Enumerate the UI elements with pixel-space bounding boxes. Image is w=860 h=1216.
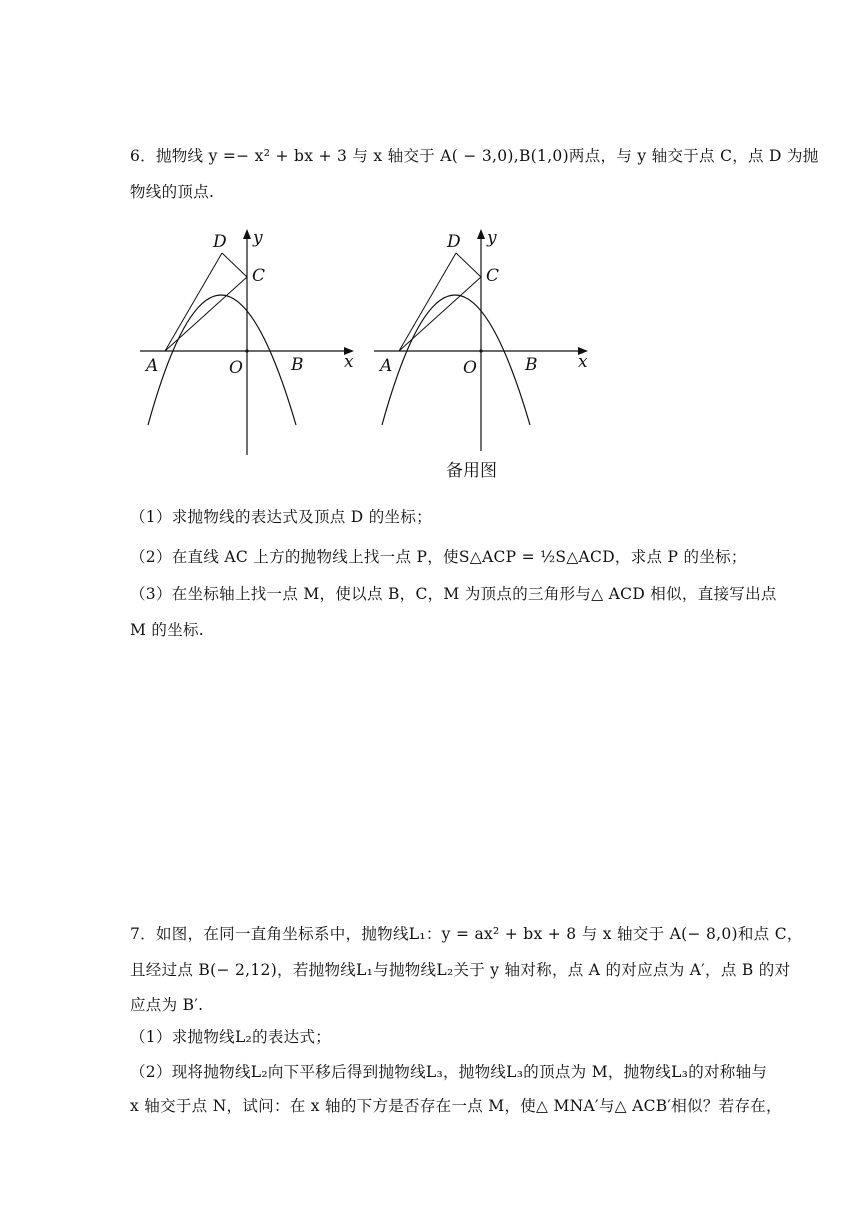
segment-AC xyxy=(399,277,481,351)
label-O: O xyxy=(463,358,477,378)
label-x: x xyxy=(578,352,588,372)
label-y: y xyxy=(253,228,263,248)
q7-sub-2a: （2）现将抛物线L₂向下平移后得到抛物线L₃，抛物线L₃的顶点为 M，抛物线L₃的对称轴与 xyxy=(130,1063,768,1081)
segment-AD xyxy=(399,253,456,351)
figure-caption: 备用图 xyxy=(446,461,497,481)
label-B: B xyxy=(525,355,538,375)
q7-sub-2b: x 轴交于点 N，试问：在 x 轴的下方是否存在一点 M，使△ MNA′与△ ACB′相似？若存在， xyxy=(130,1097,782,1115)
label-O: O xyxy=(229,358,243,378)
label-C: C xyxy=(252,266,266,286)
label-D: D xyxy=(213,232,227,252)
label-B: B xyxy=(291,355,304,375)
q6-line-1: 6．抛物线 y =− x² + bx + 3 与 x 轴交于 A( − 3,0),B(1,0)两点，与 y 轴交于点 C，点 D 为抛 xyxy=(130,147,819,165)
label-x: x xyxy=(344,352,354,372)
parabola-figure-main xyxy=(140,225,370,465)
parabola-curve xyxy=(148,295,296,425)
label-A: A xyxy=(146,356,159,376)
label-D: D xyxy=(447,232,461,252)
segment-AD xyxy=(165,253,222,351)
label-C: C xyxy=(486,266,500,286)
parabola-curve xyxy=(382,295,530,425)
segment-DC xyxy=(456,253,481,277)
q7-line-2: 且经过点 B(− 2,12)，若抛物线L₁与抛物线L₂关于 y 轴对称，点 A 的对应点为 A′，点 B 的对 xyxy=(130,961,791,979)
q7-line-1: 7．如图，在同一直角坐标系中，抛物线L₁：y = ax² + bx + 8 与 x 轴交于 A(− 8,0)和点 C， xyxy=(130,925,803,943)
q7-sub-1: （1）求抛物线L₂的表达式； xyxy=(130,1028,332,1046)
y-axis-arrow xyxy=(243,229,251,239)
q6-sub-3b: M 的坐标. xyxy=(130,621,205,639)
segment-AC xyxy=(165,277,247,351)
q6-sub-2: （2）在直线 AC 上方的抛物线上找一点 P，使S△ACP = ½S△ACD，求点 P 的坐标； xyxy=(130,548,747,566)
y-axis-arrow xyxy=(477,229,485,239)
segment-DC xyxy=(222,253,247,277)
label-y: y xyxy=(487,228,497,248)
parabola-figure-spare xyxy=(374,225,604,465)
q6-sub-1: （1）求抛物线的表达式及顶点 D 的坐标； xyxy=(130,508,432,526)
origin-dot xyxy=(479,349,482,352)
q7-line-3: 应点为 B′. xyxy=(130,996,204,1014)
q6-sub-3a: （3）在坐标轴上找一点 M，使以点 B，C，M 为顶点的三角形与△ ACD 相似，直接写出点 xyxy=(130,585,777,603)
q6-line-2: 物线的顶点. xyxy=(130,183,215,201)
label-A: A xyxy=(380,356,393,376)
origin-dot xyxy=(245,349,248,352)
